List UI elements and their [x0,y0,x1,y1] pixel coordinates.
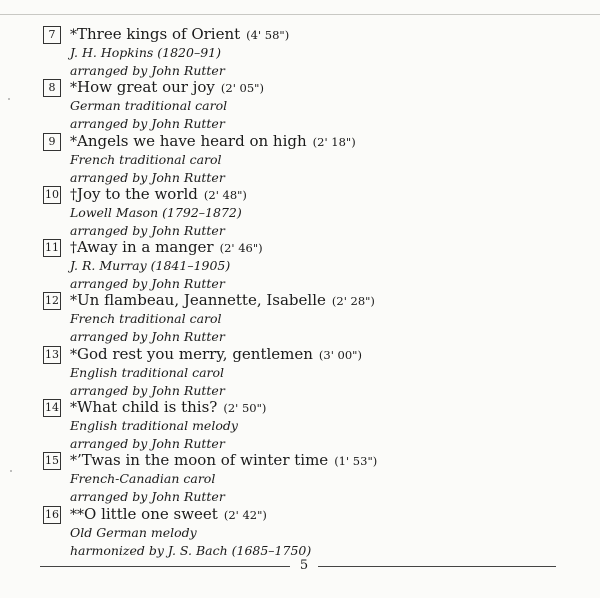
top-divider [0,14,600,15]
performer-mark: * [70,453,77,470]
performer-mark: * [70,346,77,363]
track-number-box: 16 [43,506,61,524]
track-arranger: arranged by John Rutter [70,276,225,292]
performer-mark: * [70,80,77,97]
page-number: 5 [299,558,309,573]
track-title: God rest you merry, gentlemen [77,344,313,363]
track-title: Three kings of Orient [77,25,241,43]
track-item [0,23,600,76]
track-arranger: arranged by John Rutter [70,63,225,78]
track-number-box: 13 [43,346,61,364]
track-title: Away in a manger [77,238,214,257]
performer-mark: * [70,400,77,417]
track-title-line [70,24,289,45]
track-title: What child is this? [77,398,218,417]
track-composer: French traditional carol [70,151,222,167]
track-duration: (2' 28") [331,294,375,309]
track-arranger: arranged by John Rutter [70,382,225,398]
track-number-box: 11 [43,239,61,257]
track-duration: (1' 53") [334,454,378,469]
performer-mark: † [70,240,77,257]
track-duration: (2' 48") [203,187,247,202]
track-composer: Lowell Mason (1792–1872) [70,204,242,220]
track-item [0,183,600,236]
performer-mark: * [70,27,77,43]
track-composer: English traditional melody [70,418,238,434]
track-composer: J. R. Murray (1841–1905) [70,258,231,274]
performer-mark: * [70,133,77,150]
track-title: Un flambeau, Jeannette, Isabelle [77,291,326,310]
track-item [0,503,600,556]
track-composer: French traditional carol [70,311,222,327]
track-title-line [70,344,362,365]
track-number-box: 7 [43,26,61,44]
track-duration: (2' 05") [220,81,264,96]
track-title-line [70,397,266,418]
track-title-line [70,450,377,471]
track-number-box: 15 [43,452,61,470]
track-item [0,449,600,505]
track-duration: (3' 00") [318,347,362,362]
track-number-box: 12 [43,292,61,310]
track-title-line [70,504,267,525]
track-number-box: 14 [43,399,61,417]
track-duration: (2' 46") [219,241,263,256]
track-title-line [70,77,264,98]
track-arranger: arranged by John Rutter [70,222,225,238]
track-item [0,76,600,132]
track-title: How great our joy [77,78,215,97]
track-title: O little one sweet [84,504,218,523]
footer-rule-left [40,566,290,567]
track-composer: French-Canadian carol [70,471,216,487]
track-composer: Old German melody [70,524,197,540]
track-title: Joy to the world [77,184,198,203]
footer-rule-right [318,566,556,567]
track-title-line [70,237,263,258]
track-number-box: 10 [43,186,61,204]
track-item [0,396,600,452]
track-composer: German traditional carol [70,98,228,114]
track-number-box: 9 [43,133,61,151]
paper-speck [10,470,12,472]
track-title-line [70,184,247,205]
track-arranger: arranged by John Rutter [70,329,225,345]
track-item [0,343,600,396]
performer-mark: ** [70,506,84,523]
track-composer: J. H. Hopkins (1820–91) [70,45,221,60]
track-arranger: arranged by John Rutter [70,436,225,452]
track-title-line [70,290,375,311]
track-composer: English traditional carol [70,364,225,380]
performer-mark: † [70,186,77,203]
track-title: ’Twas in the moon of winter time [77,451,329,470]
performer-mark: * [70,293,77,310]
track-duration: (2' 18") [312,134,356,149]
track-arranger: arranged by John Rutter [70,489,225,505]
track-title-line [70,131,356,152]
track-duration: (2' 42") [223,507,267,522]
track-list [0,23,600,556]
track-item [0,236,600,292]
paper-speck [8,98,10,100]
track-duration: (4' 58") [246,28,290,42]
track-title: Angels we have heard on high [77,131,307,150]
track-arranger: arranged by John Rutter [70,116,225,132]
track-arranger: harmonized by J. S. Bach (1685–1750) [70,542,312,558]
track-item [0,130,600,183]
track-duration: (2' 50") [223,401,267,416]
track-item [0,289,600,345]
track-arranger: arranged by John Rutter [70,169,225,185]
track-number-box: 8 [43,79,61,97]
